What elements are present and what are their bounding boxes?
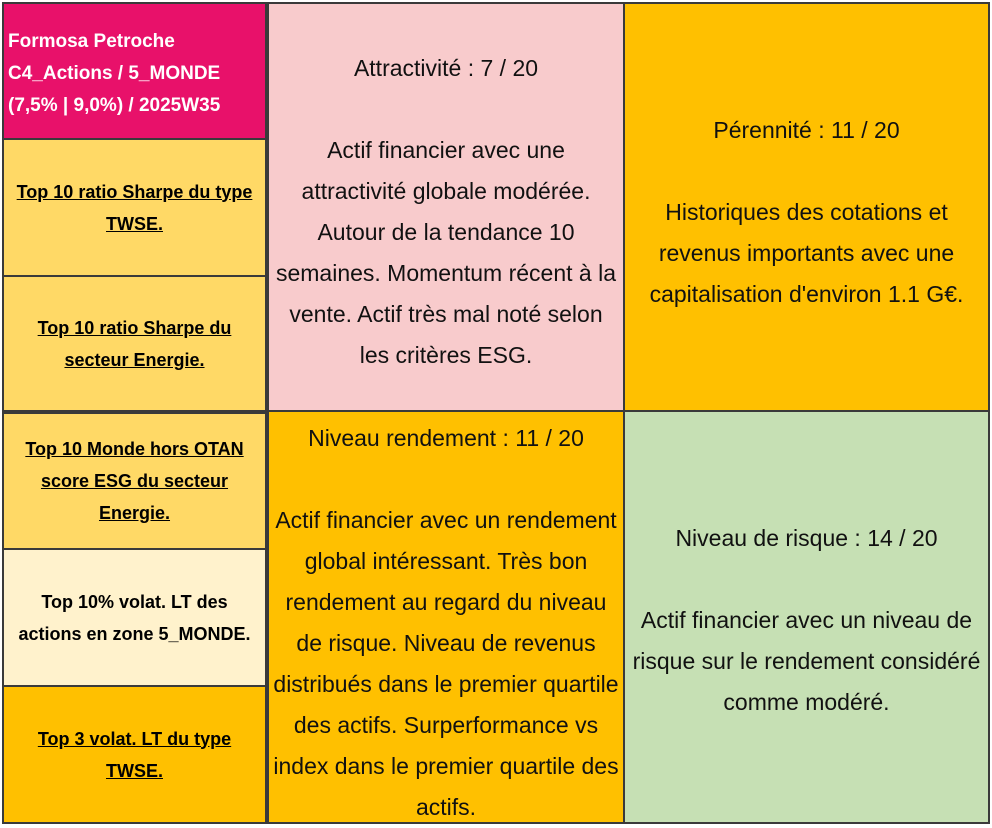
risque-text: Actif financier avec un niveau de risque sur le rendement considéré comme modéré.: [632, 607, 981, 715]
risque-heading: Niveau de risque : 14 / 20: [675, 525, 938, 551]
perennite-heading: Pérennité : 11 / 20: [713, 117, 900, 143]
ranking-label: Top 10 Monde hors OTAN score ESG du secteur Energie.: [25, 439, 244, 523]
ranking-item-esg-sector: [2, 412, 267, 550]
rendement-heading: Niveau rendement : 11 / 20: [308, 425, 584, 451]
ranking-label: Top 10 ratio Sharpe du type TWSE.: [16, 181, 253, 234]
attractivite-panel: [267, 2, 625, 412]
ranking-item-volat-type: [2, 685, 267, 824]
ranking-label: Top 3 volat. LT du type TWSE.: [37, 728, 232, 781]
asset-category: C4_Actions / 5_MONDE: [8, 63, 221, 84]
ranking-item-volat-zone: [2, 548, 267, 687]
ranking-label: Top 10 ratio Sharpe du secteur Energie.: [37, 317, 232, 370]
perennite-text: Historiques des cotations et revenus importants avec une capitalisation d'environ 1.1 G€.: [649, 199, 964, 307]
asset-name: Formosa Petroche: [8, 31, 175, 52]
ranking-item-sharpe-type: [2, 138, 267, 277]
rendement-text: Actif financier avec un rendement global intéressant. Très bon rendement au regard du niveau de risque. Niveau de revenus distribués dans le premier quartile des actifs. Surperformance vs index dans le premier quartile des actifs.: [273, 507, 619, 820]
ranking-label: Top 10% volat. LT des actions en zone 5_MONDE.: [18, 591, 251, 644]
asset-title-block: [2, 2, 267, 140]
asset-period: (7,5% | 9,0%) / 2025W35: [8, 95, 221, 116]
attractivite-text: Actif financier avec une attractivité globale modérée. Autour de la tendance 10 semaines. Momentum récent à la vente. Actif très mal noté selon les critères ESG.: [275, 137, 617, 368]
perennite-panel: [623, 2, 990, 412]
risque-panel: [623, 410, 990, 824]
rendement-panel: [267, 410, 625, 824]
ranking-item-sharpe-sector: [2, 275, 267, 412]
attractivite-heading: Attractivité : 7 / 20: [353, 55, 539, 81]
